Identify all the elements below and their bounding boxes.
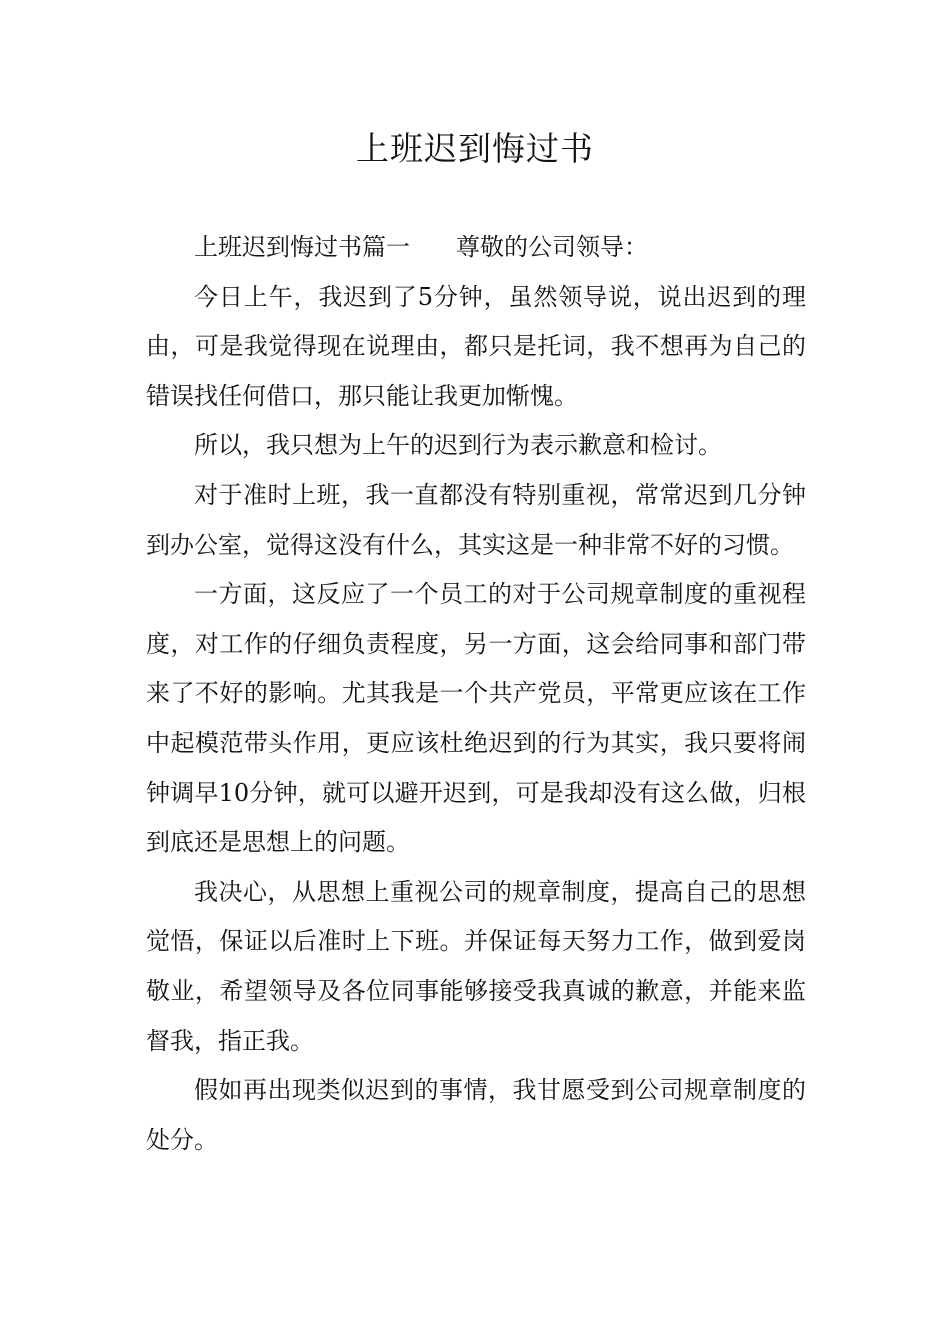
- paragraph: 对于准时上班，我一直都没有特别重视，常常迟到几分钟到办公室，觉得这没有什么，其实这是一种非常不好的习惯。: [146, 480, 806, 559]
- salutation: 尊敬的公司领导：: [456, 233, 648, 261]
- paragraph: 一方面，这反应了一个员工的对于公司规章制度的重视程度，对工作的仔细负责程度，另一方面，这会给同事和部门带来了不好的影响。尤其我是一个共产党员，平常更应该在工作中起模范带头作用，更应该杜绝迟到的行为其实，我只要将闹钟调早10分钟，就可以避开迟到，可是我却没有这么做，归根到底还是思想上的问题。: [146, 580, 806, 857]
- paragraph: 所以，我只想为上午的迟到行为表示歉意和检讨。: [194, 431, 722, 460]
- document-body: [146, 223, 806, 1165]
- paragraph: 我决心，从思想上重视公司的规章制度，提高自己的思想觉悟，保证以后准时上下班。并保证每天努力工作，做到爱岗敬业，希望领导及各位同事能够接受我真诚的歉意，并能来监督我，指正我。: [146, 877, 806, 1055]
- paragraph: 今日上午，我迟到了5分钟，虽然领导说，说出迟到的理由，可是我觉得现在说理由，都只是托词，我不想再为自己的错误找任何借口，那只能让我更加惭愧。: [146, 282, 806, 410]
- opening-line: [146, 223, 806, 273]
- section-heading: 上班迟到悔过书篇一: [194, 233, 410, 261]
- paragraph: 假如再出现类似迟到的事情，我甘愿受到公司规章制度的处分。: [146, 1076, 806, 1154]
- document-title: 上班迟到悔过书: [356, 129, 594, 168]
